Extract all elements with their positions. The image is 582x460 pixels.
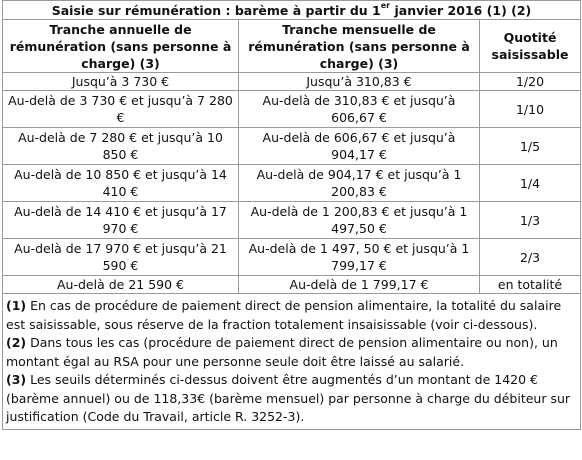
table-row <box>3 165 581 202</box>
cell-quotity: 1/20 <box>480 73 581 91</box>
cell-monthly: Au-delà de 904,17 € et jusqu’à 1 200,83 € <box>239 165 480 202</box>
cell-annual: Au-delà de 7 280 € et jusqu’à 10 850 € <box>3 128 239 165</box>
cell-annual: Au-delà de 17 970 € et jusqu’à 21 590 € <box>3 239 239 276</box>
cell-monthly: Jusqu’à 310,83 € <box>239 73 480 91</box>
cell-quotity: 1/4 <box>480 165 581 202</box>
notes-row <box>3 294 581 430</box>
cell-annual: Au-delà de 3 730 € et jusqu’à 7 280 € <box>3 91 239 128</box>
footnote-text: Dans tous les cas (procédure de paiement direct de pension alimentaire ou non), un montant égal au RSA pour une personne seule doit être laissé au salarié. <box>6 335 558 369</box>
cell-quotity: en totalité <box>480 276 581 294</box>
footnote-number: (1) <box>6 298 27 313</box>
cell-annual: Au-delà de 21 590 € <box>3 276 239 294</box>
cell-quotity: 2/3 <box>480 239 581 276</box>
footnote <box>6 371 577 427</box>
cell-monthly: Au-delà de 606,67 € et jusqu’à 904,17 € <box>239 128 480 165</box>
garnishment-scale-table <box>2 0 581 430</box>
cell-quotity: 1/5 <box>480 128 581 165</box>
header-annual: Tranche annuelle de rémunération (sans personne à charge) (3) <box>3 20 239 73</box>
cell-monthly: Au-delà de 1 799,17 € <box>239 276 480 294</box>
cell-monthly: Au-delà de 1 497, 50 € et jusqu’à 1 799,17 € <box>239 239 480 276</box>
header-monthly: Tranche mensuelle de rémunération (sans personne à charge) (3) <box>239 20 480 73</box>
title-text-end: janvier 2016 (1) (2) <box>390 2 532 18</box>
cell-annual: Jusqu’à 3 730 € <box>3 73 239 91</box>
cell-quotity: 1/10 <box>480 91 581 128</box>
cell-annual: Au-delà de 14 410 € et jusqu’à 17 970 € <box>3 202 239 239</box>
table-row <box>3 73 581 91</box>
title-text-start: Saisie sur rémunération : barème à partir du 1 <box>51 2 381 18</box>
header-quotity: Quotité saisissable <box>480 20 581 73</box>
cell-annual: Au-delà de 10 850 € et jusqu’à 14 410 € <box>3 165 239 202</box>
footnote <box>6 297 577 334</box>
title-row <box>3 1 581 20</box>
footnote <box>6 334 577 371</box>
footnotes <box>3 294 581 430</box>
footnote-number: (3) <box>6 372 27 387</box>
header-row <box>3 20 581 73</box>
footnote-text: Les seuils déterminés ci-dessus doivent être augmentés d’un montant de 1420 € (barème annuel) ou de 118,33€ (barème mensuel) par personne à charge du débiteur sur justification (Code du Travail, article R. 3252-3). <box>6 372 571 424</box>
cell-monthly: Au-delà de 1 200,83 € et jusqu’à 1 497,50 € <box>239 202 480 239</box>
table-row <box>3 239 581 276</box>
footnote-text: En cas de procédure de paiement direct de pension alimentaire, la totalité du salaire est saisissable, sous réserve de la fraction totalement insaisissable (voir ci-dessous). <box>6 298 562 332</box>
table-title <box>3 1 581 20</box>
table-row <box>3 202 581 239</box>
footnote-number: (2) <box>6 335 27 350</box>
cell-quotity: 1/3 <box>480 202 581 239</box>
table-row <box>3 128 581 165</box>
title-superscript: er <box>380 1 391 11</box>
cell-monthly: Au-delà de 310,83 € et jusqu’à 606,67 € <box>239 91 480 128</box>
table-row <box>3 276 581 294</box>
table-row <box>3 91 581 128</box>
